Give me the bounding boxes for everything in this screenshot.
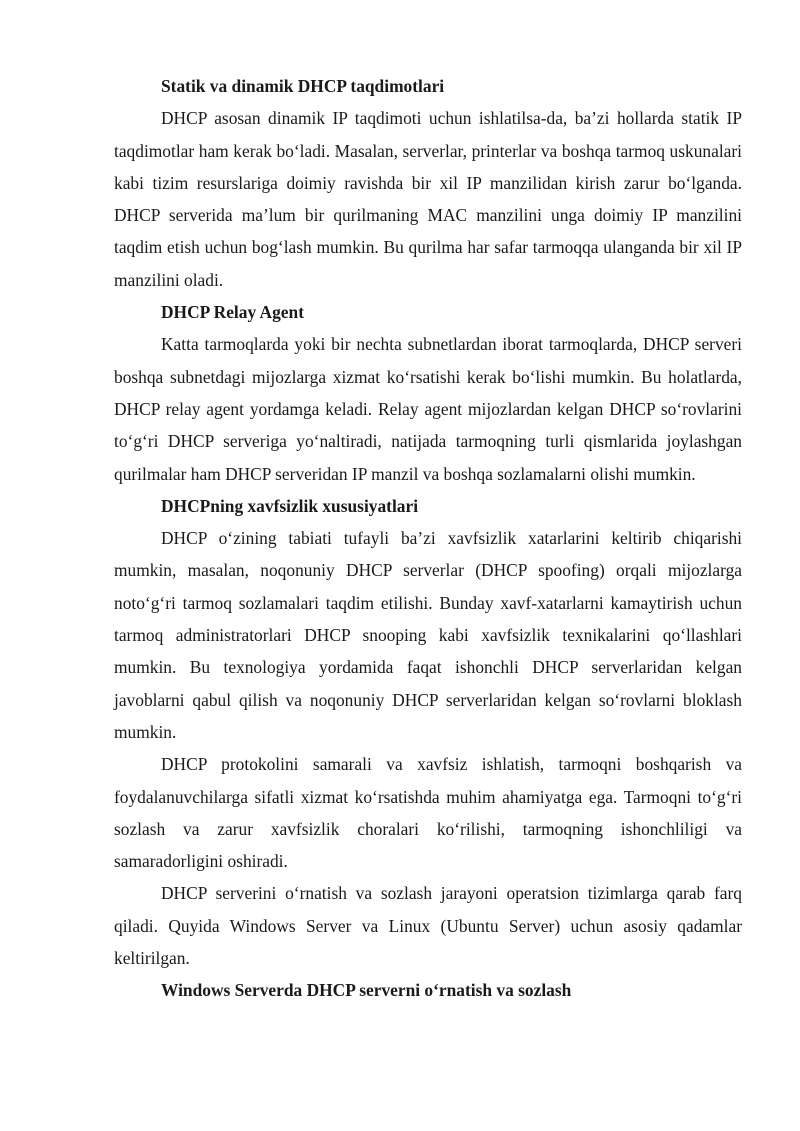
section-heading-windows-server: Windows Serverda DHCP serverni o‘rnatish va sozlash [161,980,572,1001]
paragraph-static-dynamic: DHCP asosan dinamik IP taqdimoti uchun ishlatilsa-da, ba’zi hollarda statik IP taqdimotlar ham kerak bo‘ladi. Masalan, serverlar, printerlar va boshqa tarmoq uskunalari kabi tizim resurslariga doimiy ravishda bir xil IP manzilidan kirish zarur bo‘lganda. DHCP serverida ma’lum bir qurilmaning MAC manzilini unga doimiy IP manzilini taqdim etish uchun bog‘lash mumkin. Bu qurilma har safar tarmoqqa ulanganda bir xil IP manzilini oladi. [114,108,742,290]
paragraph-security-2: DHCP protokolini samarali va xavfsiz ishlatish, tarmoqni boshqarish va foydalanuvchilarga sifatli xizmat ko‘rsatishda muhim ahamiyatga ega. Tarmoqni to‘g‘ri sozlash va zarur xavfsizlik choralari ko‘rilishi, tarmoqning ishonchliligi va samaradorligini oshiradi. [114,754,742,872]
section-heading-static-dynamic: Statik va dinamik DHCP taqdimotlari [161,76,445,96]
document-page [114,70,742,1007]
section-heading-security: DHCPning xavfsizlik xususiyatlari [161,495,419,516]
section-heading-relay-agent: DHCP Relay Agent [161,302,304,323]
paragraph-security-3: DHCP serverini o‘rnatish va sozlash jarayoni operatsion tizimlarga qarab farq qiladi. Quyida Windows Server va Linux (Ubuntu Server) uchun asosiy qadamlar keltirilgan. [114,883,742,969]
paragraph-relay-agent: Katta tarmoqlarda yoki bir nechta subnetlardan iborat tarmoqlarda, DHCP serveri boshqa subnetdagi mijozlarga xizmat ko‘rsatishi kerak bo‘lishi mumkin. Bu holatlarda, DHCP relay agent yordamga keladi. Relay agent mijozlardan kelgan DHCP so‘rovlarini to‘g‘ri DHCP serveriga yo‘naltiradi, natijada tarmoqning turli qismlarida joylashgan qurilmalar ham DHCP serveridan IP manzil va boshqa sozlamalarni olishi mumkin. [114,334,742,484]
paragraph-security-1: DHCP o‘zining tabiati tufayli ba’zi xavfsizlik xatarlarini keltirib chiqarishi mumkin, masalan, noqonuniy DHCP serverlar (DHCP spoofing) orqali mijozlarga noto‘g‘ri tarmoq sozlamalari taqdim etilishi. Bunday xavf-xatarlarni kamaytirish uchun tarmoq administratorlari DHCP snooping kabi xavfsizlik texnikalarini qo‘llashlari mumkin. Bu texnologiya yordamida faqat ishonchli DHCP serverlaridan kelgan javoblarni qabul qilish va noqonuniy DHCP serverlaridan kelgan so‘rovlarni bloklash mumkin. [114,528,742,742]
